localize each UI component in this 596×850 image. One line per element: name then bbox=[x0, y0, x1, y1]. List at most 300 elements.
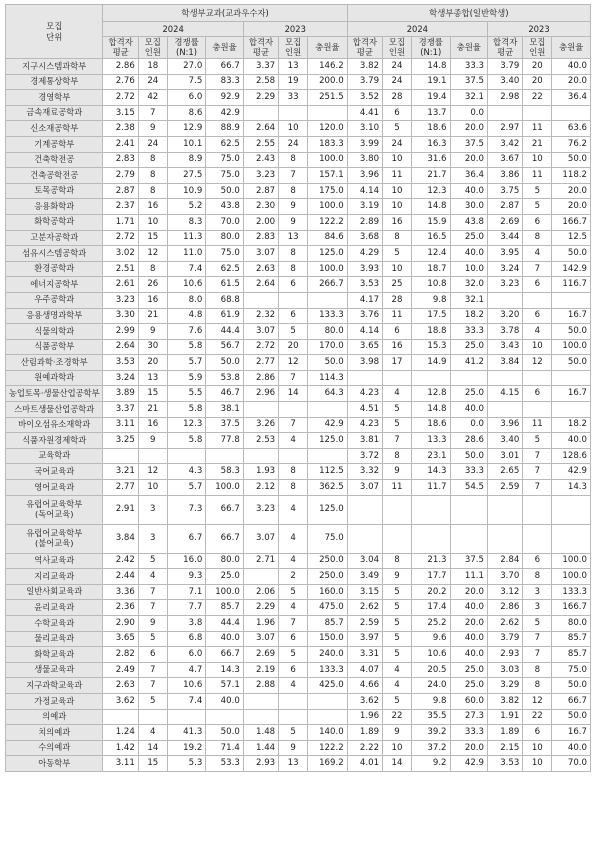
unit-name-cell: 아동학부 bbox=[6, 756, 103, 772]
value-cell: 7 bbox=[279, 370, 308, 386]
value-cell: 3.65 bbox=[103, 631, 138, 647]
value-cell: 9 bbox=[138, 121, 167, 137]
value-cell: 3.02 bbox=[103, 246, 138, 262]
value-cell: 3.32 bbox=[347, 464, 382, 480]
value-cell: 37.5 bbox=[206, 417, 243, 433]
value-cell: 62.5 bbox=[206, 136, 243, 152]
value-cell: 2.84 bbox=[488, 553, 523, 569]
value-cell: 31.6 bbox=[411, 152, 450, 168]
value-cell: 5 bbox=[523, 199, 552, 215]
value-cell: 27.5 bbox=[167, 168, 206, 184]
unit-name-cell: 식품공학부 bbox=[6, 339, 103, 355]
value-cell bbox=[552, 370, 591, 386]
value-cell: 17.4 bbox=[411, 600, 450, 616]
value-cell: 5 bbox=[279, 647, 308, 663]
value-cell: 22 bbox=[523, 90, 552, 106]
value-cell: 4 bbox=[383, 662, 412, 678]
value-cell: 7.5 bbox=[167, 74, 206, 90]
value-cell bbox=[552, 402, 591, 418]
value-cell bbox=[279, 402, 308, 418]
value-cell bbox=[488, 292, 523, 308]
value-cell: 22 bbox=[383, 709, 412, 725]
unit-name-cell: 우주공학과 bbox=[6, 292, 103, 308]
unit-name-cell: 지리교육과 bbox=[6, 569, 103, 585]
value-cell: 7 bbox=[138, 584, 167, 600]
value-cell: 14.3 bbox=[552, 480, 591, 496]
value-cell: 114.3 bbox=[308, 370, 348, 386]
value-cell: 4.17 bbox=[347, 292, 382, 308]
table-row bbox=[6, 569, 591, 585]
value-cell: 5.5 bbox=[167, 386, 206, 402]
value-cell: 2.43 bbox=[243, 152, 278, 168]
value-cell: 19.2 bbox=[167, 740, 206, 756]
value-cell: 7.1 bbox=[167, 584, 206, 600]
group-header-jonghap: 학생부종합(일반학생) bbox=[347, 5, 590, 22]
value-cell: 8 bbox=[138, 168, 167, 184]
value-cell: 3.15 bbox=[103, 105, 138, 121]
value-cell: 2.79 bbox=[103, 168, 138, 184]
column-header-quota: 모집 인원 bbox=[383, 37, 412, 59]
value-cell bbox=[279, 693, 308, 709]
value-cell: 122.2 bbox=[308, 214, 348, 230]
value-cell: 20 bbox=[279, 339, 308, 355]
value-cell: 80.0 bbox=[206, 230, 243, 246]
value-cell: 20.0 bbox=[450, 121, 487, 137]
value-cell: 13 bbox=[138, 370, 167, 386]
value-cell: 20.0 bbox=[552, 199, 591, 215]
value-cell: 3.23 bbox=[103, 292, 138, 308]
table-row bbox=[6, 600, 591, 616]
unit-name-cell: 치의예과 bbox=[6, 725, 103, 741]
value-cell: 3.82 bbox=[488, 693, 523, 709]
value-cell bbox=[488, 105, 523, 121]
year-header-a-2024: 2024 bbox=[103, 22, 243, 37]
value-cell bbox=[552, 292, 591, 308]
value-cell: 146.2 bbox=[308, 59, 348, 75]
value-cell: 7 bbox=[138, 678, 167, 694]
value-cell: 3.24 bbox=[488, 261, 523, 277]
value-cell: 8 bbox=[523, 230, 552, 246]
value-cell: 1.96 bbox=[347, 709, 382, 725]
value-cell: 3.99 bbox=[347, 136, 382, 152]
value-cell bbox=[308, 402, 348, 418]
value-cell: 175.0 bbox=[308, 183, 348, 199]
unit-name-cell: 농업토목·생물산업공학부 bbox=[6, 386, 103, 402]
value-cell: 250.0 bbox=[308, 553, 348, 569]
value-cell: 8.6 bbox=[167, 105, 206, 121]
value-cell: 18.6 bbox=[411, 121, 450, 137]
value-cell: 7 bbox=[138, 662, 167, 678]
value-cell: 50.0 bbox=[206, 183, 243, 199]
value-cell: 3.79 bbox=[488, 59, 523, 75]
value-cell: 88.9 bbox=[206, 121, 243, 137]
column-header-avg: 합격자 평균 bbox=[488, 37, 523, 59]
table-row bbox=[6, 214, 591, 230]
table-row bbox=[6, 402, 591, 418]
value-cell: 15 bbox=[138, 756, 167, 772]
value-cell bbox=[279, 709, 308, 725]
value-cell bbox=[488, 370, 523, 386]
value-cell: 200.0 bbox=[308, 74, 348, 90]
value-cell: 5.2 bbox=[167, 199, 206, 215]
value-cell: 41.2 bbox=[450, 355, 487, 371]
value-cell: 3.40 bbox=[488, 74, 523, 90]
value-cell: 42.9 bbox=[552, 464, 591, 480]
value-cell: 4.3 bbox=[167, 464, 206, 480]
value-cell: 7 bbox=[279, 616, 308, 632]
unit-name-cell: 영어교육과 bbox=[6, 480, 103, 496]
value-cell: 2.65 bbox=[488, 464, 523, 480]
unit-name-cell: 신소재공학부 bbox=[6, 121, 103, 137]
value-cell: 125.0 bbox=[308, 495, 348, 524]
value-cell: 42.9 bbox=[308, 417, 348, 433]
value-cell: 3.98 bbox=[347, 355, 382, 371]
value-cell: 1.24 bbox=[103, 725, 138, 741]
value-cell: 6 bbox=[383, 324, 412, 340]
value-cell bbox=[243, 105, 278, 121]
value-cell bbox=[523, 292, 552, 308]
value-cell: 166.7 bbox=[552, 600, 591, 616]
value-cell: 9 bbox=[138, 616, 167, 632]
value-cell: 6 bbox=[138, 647, 167, 663]
value-cell: 6.0 bbox=[167, 647, 206, 663]
value-cell: 32.1 bbox=[450, 292, 487, 308]
value-cell: 4 bbox=[279, 433, 308, 449]
value-cell bbox=[308, 292, 348, 308]
value-cell: 40.0 bbox=[450, 183, 487, 199]
value-cell: 10.6 bbox=[167, 678, 206, 694]
unit-name-cell: 지구과학교육과 bbox=[6, 678, 103, 694]
value-cell: 14.8 bbox=[411, 199, 450, 215]
value-cell: 13 bbox=[279, 230, 308, 246]
value-cell: 8 bbox=[523, 678, 552, 694]
value-cell: 3.89 bbox=[103, 386, 138, 402]
value-cell: 11.3 bbox=[167, 230, 206, 246]
value-cell: 5.3 bbox=[167, 756, 206, 772]
value-cell: 122.2 bbox=[308, 740, 348, 756]
value-cell: 71.4 bbox=[206, 740, 243, 756]
unit-name-cell: 환경공학과 bbox=[6, 261, 103, 277]
table-row bbox=[6, 59, 591, 75]
value-cell: 8 bbox=[279, 152, 308, 168]
value-cell: 5 bbox=[138, 693, 167, 709]
year-header-b-2024: 2024 bbox=[347, 22, 487, 37]
value-cell bbox=[308, 448, 348, 464]
column-header-quota: 모집 인원 bbox=[279, 37, 308, 59]
value-cell: 10 bbox=[383, 740, 412, 756]
value-cell: 16 bbox=[383, 339, 412, 355]
value-cell: 125.0 bbox=[308, 433, 348, 449]
value-cell: 16.3 bbox=[411, 136, 450, 152]
unit-name-cell: 건축학전공 bbox=[6, 152, 103, 168]
value-cell: 3.07 bbox=[243, 324, 278, 340]
value-cell: 3.96 bbox=[347, 168, 382, 184]
value-cell: 3.97 bbox=[347, 631, 382, 647]
table-row bbox=[6, 355, 591, 371]
unit-header: 모집 단위 bbox=[6, 5, 103, 59]
value-cell bbox=[243, 292, 278, 308]
value-cell: 8.9 bbox=[167, 152, 206, 168]
value-cell: 50.0 bbox=[552, 678, 591, 694]
value-cell: 16 bbox=[138, 292, 167, 308]
column-header-avg: 합격자 평균 bbox=[103, 37, 138, 59]
value-cell: 11.1 bbox=[450, 569, 487, 585]
value-cell: 66.7 bbox=[206, 495, 243, 524]
value-cell: 100.0 bbox=[552, 553, 591, 569]
value-cell: 20.0 bbox=[552, 183, 591, 199]
unit-name-cell: 산림과학·조경학부 bbox=[6, 355, 103, 371]
table-row bbox=[6, 631, 591, 647]
value-cell: 14.3 bbox=[411, 464, 450, 480]
value-cell: 24 bbox=[279, 136, 308, 152]
value-cell: 4.14 bbox=[347, 324, 382, 340]
table-row bbox=[6, 277, 591, 293]
value-cell: 40.0 bbox=[450, 631, 487, 647]
value-cell: 10 bbox=[523, 152, 552, 168]
value-cell: 3.11 bbox=[103, 417, 138, 433]
value-cell bbox=[450, 495, 487, 524]
value-cell: 85.7 bbox=[206, 600, 243, 616]
value-cell: 2.69 bbox=[243, 647, 278, 663]
value-cell: 18.8 bbox=[411, 324, 450, 340]
value-cell: 56.7 bbox=[206, 339, 243, 355]
value-cell: 3.44 bbox=[488, 230, 523, 246]
value-cell: 2.91 bbox=[103, 495, 138, 524]
value-cell: 3.75 bbox=[488, 183, 523, 199]
value-cell: 4 bbox=[138, 569, 167, 585]
table-row bbox=[6, 495, 591, 524]
value-cell: 6 bbox=[523, 214, 552, 230]
table-row bbox=[6, 417, 591, 433]
value-cell: 11 bbox=[383, 168, 412, 184]
value-cell: 3.68 bbox=[347, 230, 382, 246]
value-cell: 5.9 bbox=[167, 370, 206, 386]
value-cell: 6 bbox=[383, 105, 412, 121]
value-cell: 60.0 bbox=[450, 693, 487, 709]
value-cell: 54.5 bbox=[450, 480, 487, 496]
value-cell: 14.8 bbox=[411, 59, 450, 75]
value-cell bbox=[279, 292, 308, 308]
value-cell: 3.37 bbox=[103, 402, 138, 418]
value-cell: 36.4 bbox=[552, 90, 591, 106]
value-cell: 15 bbox=[138, 230, 167, 246]
value-cell: 128.6 bbox=[552, 448, 591, 464]
value-cell: 2.62 bbox=[488, 616, 523, 632]
value-cell: 3.49 bbox=[347, 569, 382, 585]
value-cell: 166.7 bbox=[552, 214, 591, 230]
value-cell bbox=[138, 448, 167, 464]
value-cell: 3.53 bbox=[488, 756, 523, 772]
value-cell: 6 bbox=[523, 553, 552, 569]
value-cell: 85.7 bbox=[552, 631, 591, 647]
group-header-gyogwa: 학생부교과(교과우수자) bbox=[103, 5, 347, 22]
value-cell: 2.49 bbox=[103, 662, 138, 678]
value-cell: 9 bbox=[383, 464, 412, 480]
value-cell bbox=[167, 709, 206, 725]
value-cell: 40.0 bbox=[206, 631, 243, 647]
value-cell: 30 bbox=[138, 339, 167, 355]
value-cell: 28 bbox=[383, 90, 412, 106]
value-cell: 5.8 bbox=[167, 339, 206, 355]
value-cell: 9.8 bbox=[411, 292, 450, 308]
table-row bbox=[6, 292, 591, 308]
value-cell: 7 bbox=[279, 417, 308, 433]
value-cell: 3.84 bbox=[103, 524, 138, 553]
value-cell: 18.2 bbox=[552, 417, 591, 433]
value-cell: 6.8 bbox=[167, 631, 206, 647]
value-cell: 32.0 bbox=[450, 277, 487, 293]
value-cell: 2.88 bbox=[243, 678, 278, 694]
value-cell: 3.84 bbox=[488, 355, 523, 371]
value-cell: 2.86 bbox=[103, 59, 138, 75]
value-cell: 50.0 bbox=[450, 448, 487, 464]
value-cell: 100.0 bbox=[308, 152, 348, 168]
value-cell: 12.3 bbox=[411, 183, 450, 199]
value-cell: 30.0 bbox=[450, 199, 487, 215]
value-cell: 3.65 bbox=[347, 339, 382, 355]
value-cell: 5.7 bbox=[167, 480, 206, 496]
value-cell: 4 bbox=[279, 495, 308, 524]
value-cell: 2.87 bbox=[488, 199, 523, 215]
value-cell: 2.51 bbox=[103, 261, 138, 277]
column-header-quota: 모집 인원 bbox=[523, 37, 552, 59]
value-cell: 16.5 bbox=[411, 230, 450, 246]
value-cell: 2.72 bbox=[243, 339, 278, 355]
table-row bbox=[6, 616, 591, 632]
value-cell: 7.6 bbox=[167, 324, 206, 340]
value-cell bbox=[308, 693, 348, 709]
value-cell: 33.3 bbox=[450, 464, 487, 480]
value-cell bbox=[308, 105, 348, 121]
value-cell bbox=[243, 402, 278, 418]
value-cell: 16.7 bbox=[552, 386, 591, 402]
value-cell: 10 bbox=[279, 121, 308, 137]
value-cell: 25.0 bbox=[450, 662, 487, 678]
table-row bbox=[6, 524, 591, 553]
value-cell: 362.5 bbox=[308, 480, 348, 496]
value-cell: 50.0 bbox=[552, 355, 591, 371]
value-cell: 40.0 bbox=[552, 59, 591, 75]
value-cell: 4.23 bbox=[347, 417, 382, 433]
value-cell: 9.8 bbox=[411, 693, 450, 709]
value-cell: 23.1 bbox=[411, 448, 450, 464]
value-cell: 25.0 bbox=[450, 230, 487, 246]
value-cell: 33 bbox=[279, 90, 308, 106]
value-cell: 46.7 bbox=[206, 386, 243, 402]
value-cell: 4.14 bbox=[347, 183, 382, 199]
value-cell: 6 bbox=[523, 308, 552, 324]
value-cell: 85.7 bbox=[552, 647, 591, 663]
value-cell: 5 bbox=[523, 433, 552, 449]
value-cell bbox=[243, 693, 278, 709]
value-cell: 8 bbox=[138, 261, 167, 277]
value-cell: 5 bbox=[383, 600, 412, 616]
value-cell: 26 bbox=[138, 277, 167, 293]
value-cell: 18.6 bbox=[411, 417, 450, 433]
value-cell: 8 bbox=[279, 480, 308, 496]
value-cell: 25.0 bbox=[450, 678, 487, 694]
value-cell: 50.0 bbox=[308, 355, 348, 371]
value-cell: 4 bbox=[279, 678, 308, 694]
value-cell: 21 bbox=[138, 402, 167, 418]
value-cell: 7 bbox=[138, 105, 167, 121]
value-cell: 7.4 bbox=[167, 261, 206, 277]
value-cell: 3 bbox=[523, 600, 552, 616]
value-cell: 8 bbox=[138, 152, 167, 168]
value-cell: 5 bbox=[279, 324, 308, 340]
value-cell: 11 bbox=[523, 121, 552, 137]
column-header-ratio: 경쟁률 (N:1) bbox=[167, 37, 206, 59]
value-cell: 19.1 bbox=[411, 74, 450, 90]
value-cell: 100.0 bbox=[552, 339, 591, 355]
value-cell: 40.0 bbox=[450, 402, 487, 418]
value-cell: 32.1 bbox=[450, 90, 487, 106]
value-cell: 250.0 bbox=[308, 569, 348, 585]
value-cell: 11.7 bbox=[411, 480, 450, 496]
value-cell: 3 bbox=[138, 524, 167, 553]
value-cell: 76.2 bbox=[552, 136, 591, 152]
value-cell: 5 bbox=[383, 121, 412, 137]
value-cell: 41.3 bbox=[167, 725, 206, 741]
value-cell: 2.64 bbox=[243, 277, 278, 293]
value-cell: 39.2 bbox=[411, 725, 450, 741]
value-cell: 13 bbox=[279, 756, 308, 772]
value-cell: 4 bbox=[279, 553, 308, 569]
value-cell: 10 bbox=[383, 261, 412, 277]
unit-name-cell: 수학교육과 bbox=[6, 616, 103, 632]
value-cell: 66.7 bbox=[206, 524, 243, 553]
value-cell: 9.6 bbox=[411, 631, 450, 647]
value-cell: 2.42 bbox=[103, 553, 138, 569]
unit-name-cell: 건축공학전공 bbox=[6, 168, 103, 184]
value-cell: 3.04 bbox=[347, 553, 382, 569]
value-cell: 2.83 bbox=[103, 152, 138, 168]
table-body bbox=[6, 59, 591, 772]
value-cell: 8 bbox=[523, 662, 552, 678]
value-cell: 0.0 bbox=[450, 417, 487, 433]
value-cell: 2.98 bbox=[488, 90, 523, 106]
value-cell: 3.21 bbox=[103, 464, 138, 480]
value-cell: 8.0 bbox=[167, 292, 206, 308]
value-cell: 12 bbox=[279, 355, 308, 371]
value-cell: 116.7 bbox=[552, 277, 591, 293]
value-cell bbox=[523, 370, 552, 386]
value-cell: 6 bbox=[523, 277, 552, 293]
value-cell: 20 bbox=[138, 355, 167, 371]
table-row bbox=[6, 480, 591, 496]
value-cell bbox=[383, 370, 412, 386]
admission-results-container bbox=[5, 4, 591, 772]
value-cell: 2.72 bbox=[103, 230, 138, 246]
value-cell: 3.23 bbox=[243, 168, 278, 184]
value-cell: 2.82 bbox=[103, 647, 138, 663]
value-cell: 10 bbox=[138, 480, 167, 496]
value-cell: 7 bbox=[523, 261, 552, 277]
value-cell: 80.0 bbox=[206, 553, 243, 569]
value-cell: 8 bbox=[383, 553, 412, 569]
value-cell: 40.0 bbox=[450, 600, 487, 616]
value-cell bbox=[347, 524, 382, 553]
value-cell: 4.51 bbox=[347, 402, 382, 418]
value-cell: 9.2 bbox=[411, 756, 450, 772]
value-cell: 5 bbox=[279, 725, 308, 741]
table-row bbox=[6, 647, 591, 663]
value-cell: 36.4 bbox=[450, 168, 487, 184]
value-cell: 10 bbox=[383, 199, 412, 215]
table-row bbox=[6, 168, 591, 184]
value-cell: 6.0 bbox=[167, 90, 206, 106]
value-cell: 8 bbox=[279, 261, 308, 277]
